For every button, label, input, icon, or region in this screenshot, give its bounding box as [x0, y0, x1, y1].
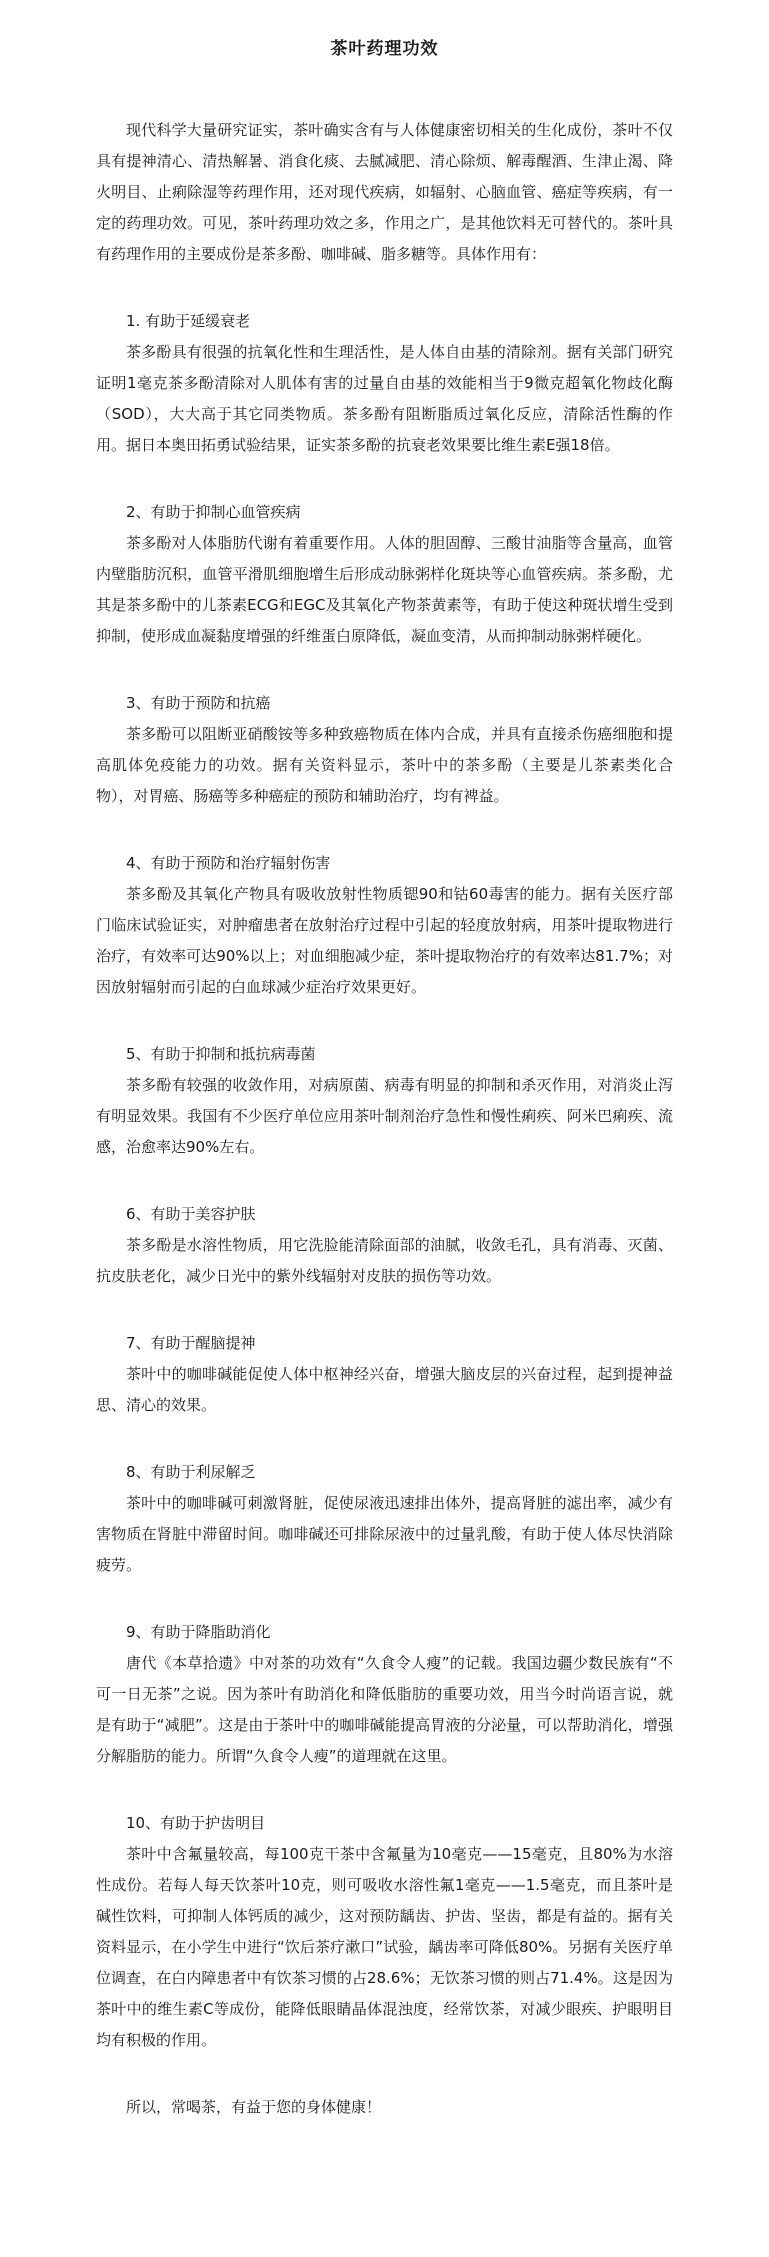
section-body: 茶叶中的咖啡碱可刺激肾脏，促使尿液迅速排出体外，提高肾脏的滤出率，减少有害物质在肾脏中滞留时间。咖啡碱还可排除尿液中的过量乳酸，有助于使人体尽快消除疲劳。 [96, 1494, 673, 1574]
section-3 [96, 688, 673, 812]
section-body: 茶多酚有较强的收敛作用，对病原菌、病毒有明显的抑制和杀灭作用，对消炎止泻有明显效果。我国有不少医疗单位应用茶叶制剂治疗急性和慢性痢疾、阿米巴痢疾、流感，治愈率达90%左右。 [96, 1076, 673, 1156]
section-6 [96, 1199, 673, 1292]
section-1 [96, 306, 673, 461]
section-heading: 1. 有助于延缓衰老 [126, 312, 251, 330]
intro-paragraph: 现代科学大量研究证实，茶叶确实含有与人体健康密切相关的生化成份，茶叶不仅具有提神清心、清热解暑、消食化痰、去腻减肥、清心除烦、解毒醒酒、生津止渴、降火明目、止痢除湿等药理作用，还对现代疾病，如辐射、心脑血管、癌症等疾病，有一定的药理功效。可见，茶叶药理功效之多，作用之广，是其他饮料无可替代的。茶叶具有药理作用的主要成份是茶多酚、咖啡碱、脂多糖等。具体作用有： [96, 121, 673, 263]
section-heading: 10、有助于护齿明目 [126, 1814, 266, 1832]
section-heading: 9、有助于降脂助消化 [126, 1623, 271, 1641]
section-body: 唐代《本草拾遗》中对茶的功效有“久食令人瘦”的记载。我国边疆少数民族有“不可一日无茶”之说。因为茶叶有助消化和降低脂肪的重要功效，用当今时尚语言说，就是有助于“减肥”。这是由于茶叶中的咖啡碱能提高胃液的分泌量，可以帮助消化，增强分解脂肪的能力。所谓“久食令人瘦”的道理就在这里。 [96, 1654, 673, 1765]
section-body: 茶多酚及其氧化产物具有吸收放射性物质锶90和钴60毒害的能力。据有关医疗部门临床试验证实，对肿瘤患者在放射治疗过程中引起的轻度放射病，用茶叶提取物进行治疗，有效率可达90%以上；对血细胞减少症，茶叶提取物治疗的有效率达81.7%；对因放射辐射而引起的白血球减少症治疗效果更好。 [96, 885, 673, 996]
article-title: 茶叶药理功效 [330, 39, 439, 59]
section-4 [96, 848, 673, 1003]
section-heading: 7、有助于醒脑提神 [126, 1334, 256, 1352]
section-heading: 6、有助于美容护肤 [126, 1205, 256, 1223]
section-8 [96, 1457, 673, 1581]
section-body: 茶叶中的咖啡碱能促使人体中枢神经兴奋，增强大脑皮层的兴奋过程，起到提神益思、清心的效果。 [96, 1365, 673, 1414]
section-9 [96, 1617, 673, 1772]
section-body: 茶多酚对人体脂肪代谢有着重要作用。人体的胆固醇、三酸甘油脂等含量高，血管内壁脂肪沉积，血管平滑肌细胞增生后形成动脉粥样化斑块等心血管疾病。茶多酚，尤其是茶多酚中的儿茶素ECG和EGC及其氧化产物茶黄素等，有助于使这种斑状增生受到抑制，使形成血凝黏度增强的纤维蛋白原降低，凝血变清，从而抑制动脉粥样硬化。 [96, 534, 673, 645]
section-heading: 5、有助于抑制和抵抗病毒菌 [126, 1045, 316, 1063]
section-body: 茶多酚可以阻断亚硝酸铵等多种致癌物质在体内合成，并具有直接杀伤癌细胞和提高肌体免疫能力的功效。据有关资料显示，茶叶中的茶多酚（主要是儿茶素类化合物），对胃癌、肠癌等多种癌症的预防和辅助治疗，均有裨益。 [96, 725, 673, 805]
conclusion-paragraph: 所以，常喝茶，有益于您的身体健康！ [126, 2098, 382, 2116]
section-heading: 8、有助于利尿解乏 [126, 1463, 256, 1481]
section-body: 茶多酚具有很强的抗氧化性和生理活性，是人体自由基的清除剂。据有关部门研究证明1毫克茶多酚清除对人肌体有害的过量自由基的效能相当于9微克超氧化物歧化酶（SOD），大大高于其它同类物质。茶多酚有阻断脂质过氧化反应，清除活性酶的作用。据日本奥田拓勇试验结果，证实茶多酚的抗衰老效果要比维生素E强18倍。 [96, 343, 673, 454]
section-7 [96, 1328, 673, 1421]
section-heading: 4、有助于预防和治疗辐射伤害 [126, 854, 331, 872]
section-10 [96, 1808, 673, 2056]
section-body: 茶多酚是水溶性物质，用它洗脸能清除面部的油腻，收敛毛孔，具有消毒、灭菌、抗皮肤老化，减少日光中的紫外线辐射对皮肤的损伤等功效。 [96, 1236, 673, 1285]
section-body: 茶叶中含氟量较高，每100克干茶中含氟量为10毫克——15毫克，且80%为水溶性成份。若每人每天饮茶叶10克，则可吸收水溶性氟1毫克——1.5毫克，而且茶叶是碱性饮料，可抑制人体钙质的减少，这对预防龋齿、护齿、坚齿，都是有益的。据有关资料显示，在小学生中进行“饮后茶疗漱口”试验，龋齿率可降低80%。另据有关医疗单位调查，在白内障患者中有饮茶习惯的占28.6%；无饮茶习惯的则占71.4%。这是因为茶叶中的维生素C等成份，能降低眼睛晶体混浊度，经常饮茶，对减少眼疾、护眼明目均有积极的作用。 [96, 1845, 673, 2049]
section-heading: 3、有助于预防和抗癌 [126, 694, 271, 712]
section-5 [96, 1039, 673, 1163]
section-heading: 2、有助于抑制心血管疾病 [126, 503, 301, 521]
section-2 [96, 497, 673, 652]
